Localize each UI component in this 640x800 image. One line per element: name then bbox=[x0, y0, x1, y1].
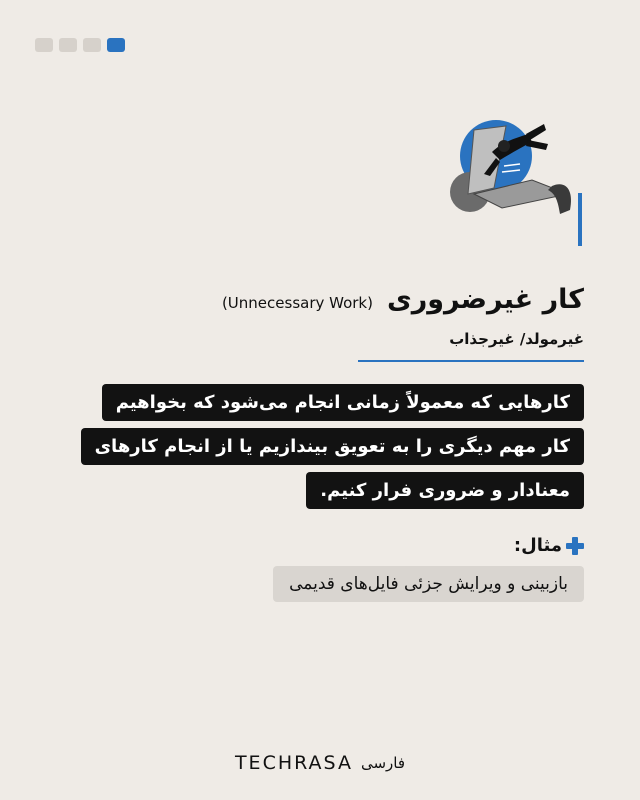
title-row bbox=[222, 284, 584, 315]
description-line-3: معنادار و ضروری فرار کنیم. bbox=[306, 472, 584, 509]
title-underline bbox=[358, 360, 584, 362]
description-line-2: کار مهم دیگری را به تعویق بیندازیم یا از انجام کارهای bbox=[81, 428, 584, 465]
example-label: مثال: bbox=[513, 535, 562, 556]
pagination-dot-3[interactable] bbox=[83, 38, 101, 52]
plus-icon bbox=[566, 537, 584, 555]
example-heading bbox=[514, 535, 584, 556]
tagline: غیرمولد/ غیرجذاب bbox=[449, 330, 584, 348]
description-line-1: کارهایی که معمولاً زمانی انجام می‌شود که بخواهیم bbox=[102, 384, 584, 421]
page-title: کار غیرضروری bbox=[386, 284, 584, 315]
description-block bbox=[54, 384, 584, 516]
pagination-dot-1[interactable] bbox=[35, 38, 53, 52]
example-box: بازبینی و ویرایش جزئی فایل‌های قدیمی bbox=[273, 566, 584, 602]
english-subtitle: (Unnecessary Work) bbox=[221, 294, 373, 312]
pagination-dots bbox=[35, 38, 125, 52]
pagination-dot-2[interactable] bbox=[59, 38, 77, 52]
pagination-dot-4-active[interactable] bbox=[107, 38, 125, 52]
brand-footer bbox=[0, 752, 640, 774]
brand-fa-text: فارسی bbox=[360, 754, 406, 772]
person-jumping-from-laptop-illustration bbox=[440, 118, 590, 253]
brand-logo-text: TECHRASA bbox=[234, 752, 353, 774]
